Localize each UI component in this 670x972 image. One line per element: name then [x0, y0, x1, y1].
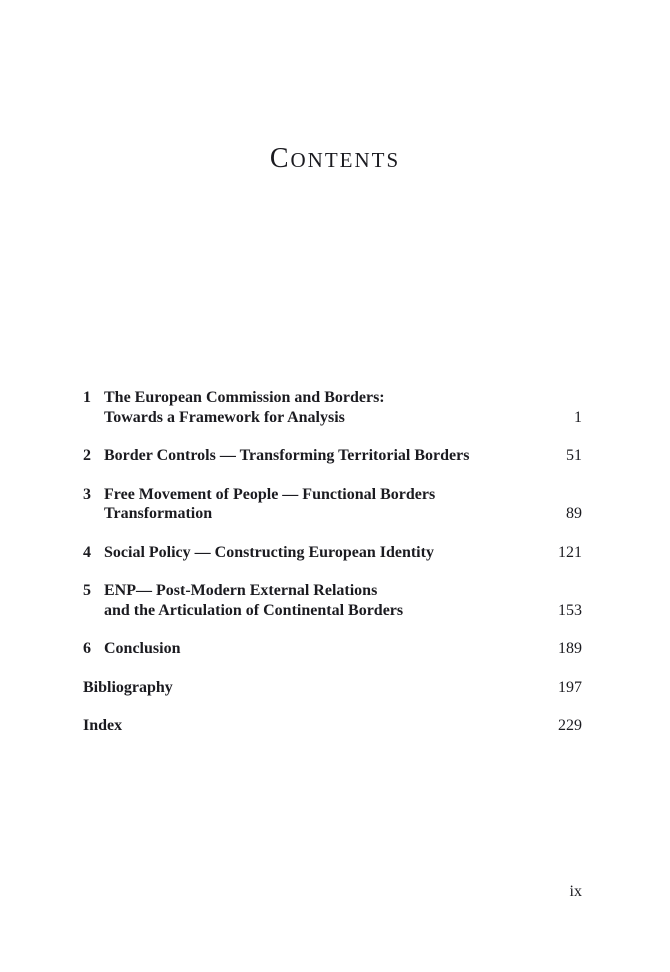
chapter-title	[104, 543, 558, 563]
chapter-number: 2	[83, 447, 91, 465]
chapter-title-line: Social Policy — Constructing European Identity	[104, 543, 434, 561]
folio-page-number: ix	[569, 883, 582, 901]
chapter-title	[104, 581, 558, 620]
section-title-line: Bibliography	[83, 678, 173, 696]
toc-entry-chapter-4	[83, 543, 582, 563]
chapter-number: 3	[83, 485, 91, 503]
chapter-number: 4	[83, 543, 91, 561]
chapter-title-line: Border Controls — Transforming Territorial Borders	[104, 447, 470, 465]
chapter-number: 1	[83, 389, 91, 407]
page-number: 189	[558, 640, 582, 658]
chapter-title-line: Conclusion	[104, 640, 181, 658]
book-page	[0, 21, 670, 972]
toc-entry-chapter-1	[83, 388, 582, 427]
toc-entry-index	[83, 716, 582, 736]
page-title-initial: C	[269, 143, 291, 175]
table-of-contents	[0, 388, 582, 736]
chapter-title-line: Transformation	[104, 505, 213, 523]
section-title	[83, 678, 558, 698]
page-number: 89	[566, 505, 582, 523]
page-number: 229	[558, 717, 582, 735]
chapter-title	[104, 446, 566, 466]
chapter-title	[104, 639, 558, 659]
toc-entry-chapter-5	[83, 581, 582, 620]
section-title	[83, 716, 558, 736]
page-number: 121	[558, 543, 582, 561]
page-number: 1	[574, 408, 582, 426]
chapter-number: 6	[83, 640, 91, 658]
chapter-title-line: ENP— Post-Modern External Relations	[104, 582, 378, 600]
toc-entry-chapter-6	[83, 639, 582, 659]
toc-entry-bibliography	[83, 678, 582, 698]
toc-entry-chapter-3	[83, 485, 582, 524]
chapter-number: 5	[83, 582, 91, 600]
chapter-title	[104, 485, 566, 524]
page-title-rest: ONTENTS	[290, 148, 401, 173]
toc-entry-chapter-2	[83, 446, 582, 466]
chapter-title-line: Towards a Framework for Analysis	[104, 408, 345, 426]
section-title-line: Index	[83, 717, 123, 735]
chapter-title-line: and the Articulation of Continental Borders	[104, 601, 404, 619]
page-number: 153	[558, 601, 582, 619]
page-number: 51	[566, 447, 582, 465]
chapter-title-line: The European Commission and Borders:	[104, 389, 385, 407]
page-number: 197	[558, 678, 582, 696]
chapter-title-line: Free Movement of People — Functional Borders	[104, 485, 436, 503]
chapter-title	[104, 388, 574, 427]
page-title	[0, 21, 670, 181]
